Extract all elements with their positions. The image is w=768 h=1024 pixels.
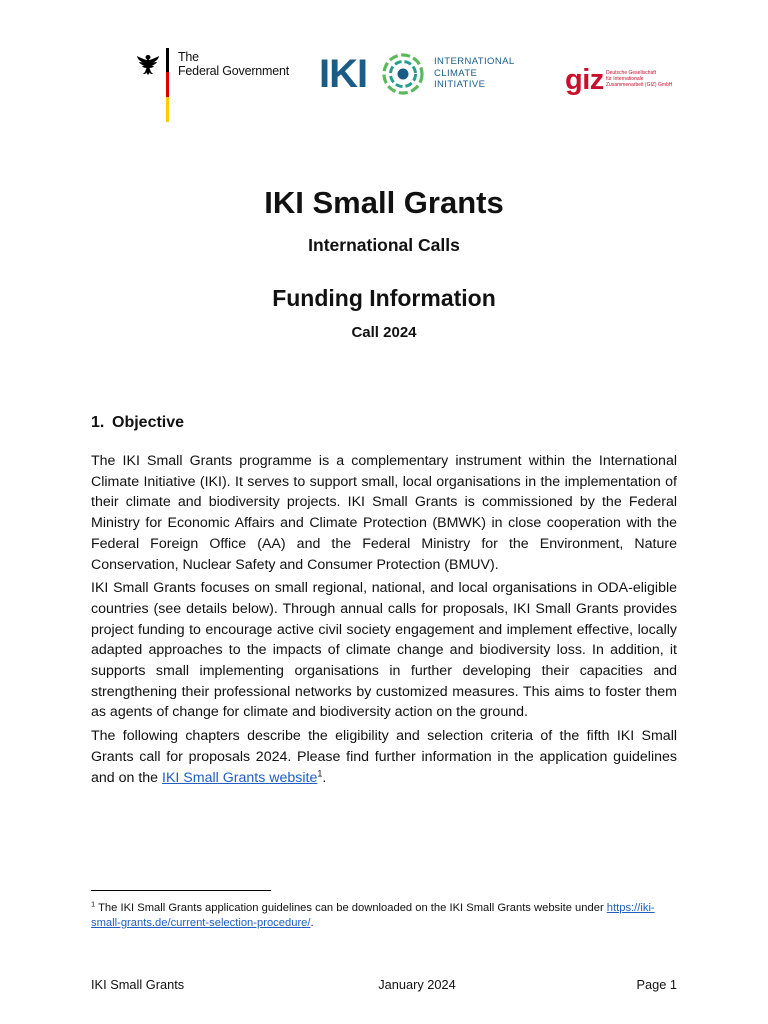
giz-line2: für Internationale	[606, 76, 644, 82]
footnote	[91, 901, 681, 931]
footer-page-number: Page 1	[636, 977, 677, 992]
footnote-text: The IKI Small Grants application guidelines can be downloaded on the IKI Small Grants website under	[95, 902, 607, 914]
giz-line3: Zusammenarbeit (GIZ) GmbH	[606, 82, 673, 88]
footer-date: January 2024	[378, 977, 456, 992]
giz-tagline	[606, 70, 672, 88]
giz-line1: Deutsche Gesellschaft	[606, 70, 657, 76]
funding-heading: Funding Information	[272, 285, 496, 311]
document-subtitle: International Calls	[308, 235, 460, 255]
german-flag-stripe	[166, 48, 169, 122]
federal-government-logo	[134, 46, 294, 126]
iki-line1: INTERNATIONAL	[434, 56, 515, 67]
fedgov-line2: Federal Government	[178, 64, 290, 78]
iki-line3: INITIATIVE	[434, 79, 486, 90]
federal-eagle-icon	[134, 52, 162, 80]
footnote-link[interactable]: https://iki-small-grants.de/current-selection-procedure/	[91, 902, 655, 929]
paragraph-3-end: .	[322, 769, 327, 786]
footer-left: IKI Small Grants	[91, 977, 185, 992]
federal-government-wordmark	[178, 50, 289, 78]
section-title: Objective	[112, 414, 185, 431]
giz-logo	[565, 64, 685, 104]
call-year: Call 2024	[351, 324, 417, 341]
iki-tagline	[434, 56, 515, 91]
paragraph-3-text: The following chapters describe the eligibility and selection criteria of the fifth IKI Small Grants call for proposals 2024. Please find further information in the application guidelines and on the	[91, 728, 677, 786]
fedgov-line1: The	[178, 50, 199, 64]
section-number: 1.	[91, 414, 105, 431]
objective-body	[91, 451, 677, 791]
iki-ring-icon	[380, 51, 426, 97]
iki-website-link[interactable]: IKI Small Grants website	[162, 769, 318, 786]
page-footer	[91, 977, 677, 995]
paragraph-2: IKI Small Grants focuses on small regional, national, and local organisations in ODA-eligible countries (see details below). Through annual calls for proposals, IKI Small Grants provides project funding to encourage active civil society engagement and implement effective, locally adapted approaches to the impacts of climate change and biodiversity loss. In addition, it supports small implementing organisations in further developing their capacities and strengthening their professional networks by customized measures. This aims to foster them as agents of change for climate and biodiversity action on the ground.	[91, 580, 677, 721]
document-title: IKI Small Grants	[264, 185, 504, 220]
footnote-end: .	[310, 917, 314, 929]
giz-wordmark: giz	[565, 64, 604, 96]
section-heading-objective	[91, 413, 184, 433]
iki-logo	[319, 50, 519, 102]
paragraph-3	[91, 726, 677, 788]
iki-wordmark: IKI	[319, 52, 368, 96]
footnote-marker: 1	[91, 899, 96, 909]
paragraph-1: The IKI Small Grants programme is a complementary instrument within the International Climate Initiative (IKI). It serves to support small, local organisations in the implementation of their climate and biodiversity projects. IKI Small Grants is commissioned by the Federal Ministry for Economic Affairs and Climate Protection (BMWK) in close cooperation with the Federal Foreign Office (AA) and the Federal Ministry for the Environment, Nature Conservation, Nuclear Safety and Consumer Protection (BMUV).	[91, 453, 677, 573]
footnote-ref[interactable]: 1	[317, 767, 323, 778]
footnote-divider	[91, 890, 271, 891]
iki-line2: CLIMATE	[434, 67, 478, 79]
